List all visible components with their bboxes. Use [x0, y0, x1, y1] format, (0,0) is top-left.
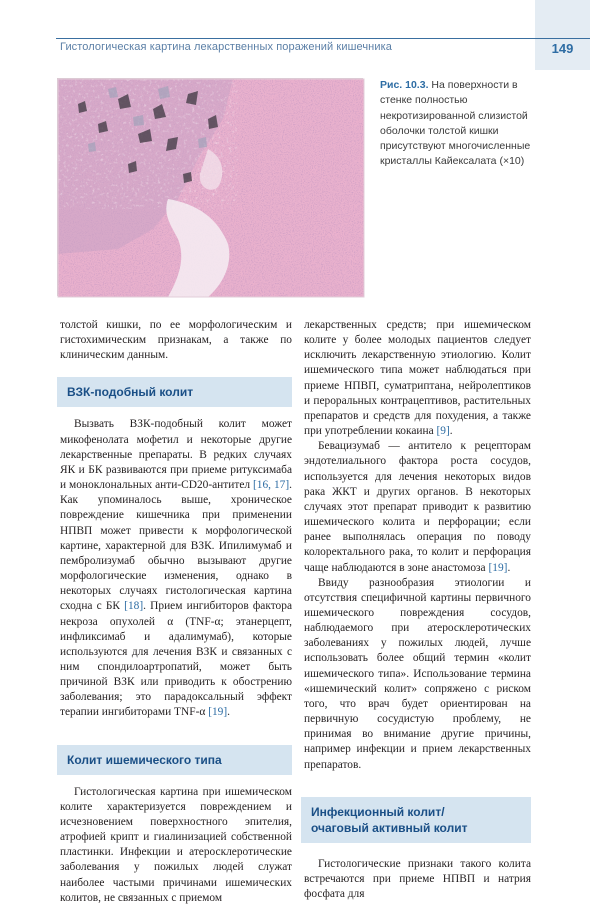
running-title: Гистологическая картина лекарственных поражений кишечника: [60, 41, 392, 53]
ibd-paragraph-2b-text: . Прием ингибиторов фактора некроза опухолей α (TNF-α; этанерцепт, инфликсимаб и адалимумаб), которые используются для лечения ВЗК и связанных с ним спондилоартропатий, может быть причиной ВЗК или приводить к обострению заболевания; это парадоксальный эффект терапии ингибиторами TNF-α: [60, 600, 292, 719]
heading-line-1: Инфекционный колит/: [311, 804, 445, 819]
right-paragraph-3: Ввиду разнообразия этиологии и отсутствия специфичной картины первичного ишемического повреждения сосудов, наблюдаемого при атеросклеротических заболеваниях у пожилых людей, лучше использовать более общий термин «колит ишемического типа». Использование термина «ишемический колит» сопряжено с риском того, что врач будет ориентирован на первичную сосудистую проблему, не принимая во внимание другие причины, например инфекции и прием лекарственных препаратов.: [304, 576, 531, 771]
figure-caption: [380, 78, 540, 170]
ischemic-paragraph-1: Гистологическая картина при ишемическом колите характеризуется повреждением и исчезновением поверхностного эпителия, атрофией крипт и гиалинизацией собственной пластинки. Инфекции и атеросклеротические заболевания у пожилых людей служат наиболее частыми причинами ишемических колитов, не связанных с приемом: [60, 785, 292, 904]
histology-image: [58, 79, 364, 297]
right-paragraph-2-text: Бевацизумаб — антитело к рецепторам эндотелиального фактора роста сосудов, используется для лечения некоторых видов рака ЖКТ и других органов. В некоторых случаях этот препарат приводит к развитию ишемического колита и перфорации; если ранее выполнялась операция по поводу колоректального рака, то колит и перфорация чаще наблюдаются в зоне анастомоза: [304, 440, 531, 574]
left-column: [60, 318, 292, 906]
left-intro-paragraph: толстой кишки, по ее морфологическим и гистохимическим признакам, а также по клиническим данным.: [60, 319, 292, 362]
page-number: 149: [551, 41, 574, 56]
ibd-paragraph-1: [60, 417, 292, 720]
citation-19[interactable]: [19]: [208, 706, 228, 719]
heading-line-2: очаговый активный колит: [311, 820, 468, 835]
citation-9[interactable]: [9]: [436, 425, 450, 438]
ibd-paragraph-2a-text: . Как упоминалось выше, хроническое повреждение кишечника при применении НПВП может привести к морфологической картине, характерной для ВЗК. Ипилимумаб и пембролизумаб обычно вызывают другие морфологические изменения, однако в некоторых случаях гистологическая картина сходна с БК: [60, 479, 292, 613]
right-paragraph-4: Гистологические признаки такого колита встречаются при приеме НПВП и натрия фосфата для: [304, 857, 531, 900]
right-column: [304, 318, 531, 902]
section-heading-infectious-colitis: [301, 797, 531, 843]
page-number-rule: [535, 38, 590, 39]
figure-caption-text: На поверхности в стенке полностью некротизированной слизистой оболочки толстой кишки присутствуют многочисленные кристаллы Кайексалата (×10): [380, 79, 531, 168]
right-paragraph-2-end: .: [507, 561, 511, 574]
section-heading-ibd-like-colitis: ВЗК-подобный колит: [57, 377, 292, 407]
right-paragraph-2: [304, 439, 531, 575]
histology-figure: [57, 78, 363, 296]
ibd-paragraph-end: .: [227, 706, 231, 719]
header-rule: [56, 38, 590, 39]
right-paragraph-1-end: .: [449, 425, 453, 438]
citation-18[interactable]: [18]: [124, 600, 144, 613]
figure-label: Рис. 10.3.: [380, 79, 429, 91]
right-paragraph-1-text: лекарственных средств; при ишемическом колите у более молодых пациентов следует исключить лекарственную этиологию. Колит ишемического типа может наблюдаться при приеме НПВП, суматриптана, нейролептиков и пероральных контрацептивов, растительных препаратов и средств для похудения, а также при употреблении кокаина: [304, 319, 531, 438]
right-paragraph-1: [304, 318, 531, 439]
page-header: [0, 0, 590, 70]
page-number-tab: [535, 0, 590, 70]
section-heading-ischemic-colitis: Колит ишемического типа: [57, 745, 292, 775]
citation-19-b[interactable]: [19]: [488, 561, 508, 574]
ibd-paragraph-1-text: Вызвать ВЗК-подобный колит может микофенолата мофетил и некоторые другие лекарственные препараты. В редких случаях ЯК и БК развиваются при приеме ритуксимаба и моноклональных анти-CD20-антител: [60, 418, 292, 492]
citation-16-17[interactable]: [16, 17]: [253, 479, 290, 492]
